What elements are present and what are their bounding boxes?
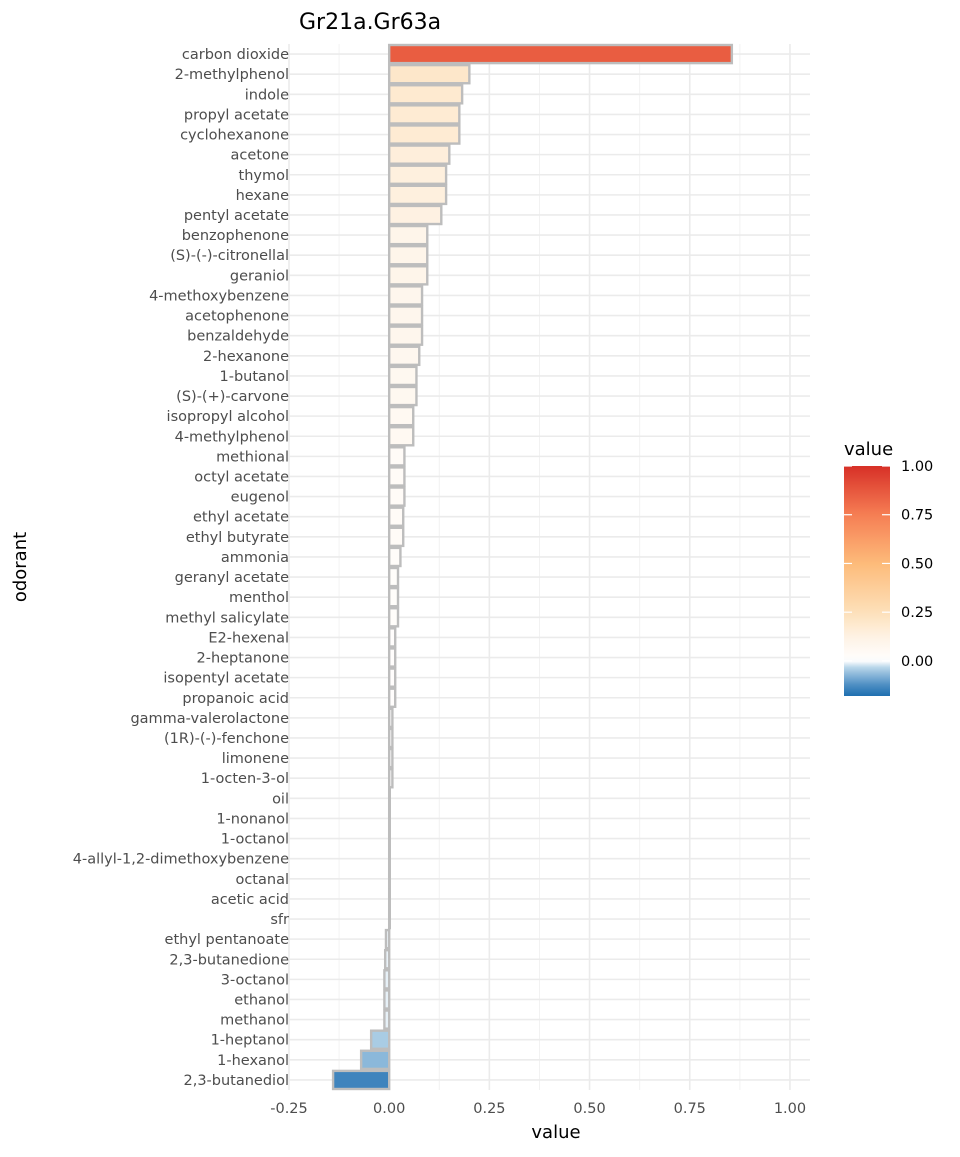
bar-11 — [389, 266, 427, 284]
legend-label: 0.75 — [901, 507, 934, 524]
bar-25 — [389, 548, 400, 566]
legend-label: 0.25 — [901, 605, 934, 622]
category-label: octyl acetate — [194, 469, 289, 486]
category-label: (1R)-(-)-fenchone — [164, 730, 289, 747]
category-label: octanal — [235, 871, 289, 888]
category-label: 4-methoxybenzene — [149, 288, 289, 305]
category-label: eugenol — [230, 489, 289, 506]
category-label: indole — [244, 87, 289, 104]
category-label: gamma-valerolactone — [130, 710, 289, 727]
category-label: acetophenone — [185, 308, 289, 325]
bar-34 — [389, 729, 392, 747]
category-label: thymol — [238, 167, 289, 184]
bar-38 — [389, 809, 390, 827]
bar-48 — [384, 1011, 389, 1029]
y-axis-title: odorant — [10, 531, 31, 603]
category-label: carbon dioxide — [181, 47, 289, 64]
bar-19 — [389, 427, 413, 445]
bar-18 — [389, 407, 413, 425]
category-label: 2,3-butanedione — [169, 952, 289, 969]
x-tick-label: 0.75 — [673, 1101, 706, 1117]
bar-24 — [389, 528, 403, 546]
x-axis-ticks — [270, 1101, 806, 1117]
category-label: propyl acetate — [183, 107, 289, 124]
category-label: geranyl acetate — [174, 570, 289, 587]
category-label: (S)-(+)-carvone — [176, 389, 289, 406]
bar-15 — [389, 347, 419, 365]
category-label: hexane — [235, 187, 289, 204]
bar-35 — [389, 749, 392, 767]
bar-33 — [389, 709, 392, 727]
category-label: 2,3-butanediol — [183, 1072, 289, 1089]
category-label: limonene — [221, 751, 289, 768]
x-tick-label: 0.25 — [473, 1101, 506, 1117]
bar-1 — [389, 65, 469, 83]
category-label: ethyl pentanoate — [164, 932, 289, 949]
category-label: ethyl acetate — [193, 509, 289, 526]
category-label: 4-allyl-1,2-dimethoxybenzene — [72, 851, 289, 868]
chart-title: Gr21a.Gr63a — [299, 10, 442, 35]
category-label: isopentyl acetate — [163, 670, 289, 687]
grid — [289, 44, 810, 1090]
bar-14 — [389, 327, 422, 345]
legend-label: 0.00 — [901, 653, 934, 670]
bar-41 — [389, 870, 390, 888]
bar-42 — [389, 890, 390, 908]
bar-30 — [389, 648, 395, 666]
bar-43 — [389, 910, 390, 928]
bar-40 — [389, 850, 390, 868]
x-tick-label: 0.50 — [573, 1101, 606, 1117]
category-label: 2-heptanone — [196, 650, 289, 667]
category-label: oil — [272, 791, 289, 808]
bar-31 — [389, 669, 395, 687]
category-label: 1-heptanol — [210, 1032, 289, 1049]
category-label: menthol — [228, 590, 289, 607]
bar-10 — [389, 246, 427, 264]
bar-23 — [389, 508, 403, 526]
category-label: 1-octanol — [220, 831, 289, 848]
bar-29 — [389, 628, 395, 646]
category-label: benzophenone — [181, 228, 289, 245]
bar-32 — [389, 689, 395, 707]
bar-26 — [389, 568, 398, 586]
bar-50 — [361, 1051, 389, 1069]
bar-13 — [389, 307, 422, 325]
bar-17 — [389, 387, 416, 405]
bar-9 — [389, 226, 427, 244]
category-label: ammonia — [220, 549, 289, 566]
bar-12 — [389, 286, 422, 304]
bar-45 — [385, 950, 389, 968]
category-label: E2-hexenal — [208, 630, 289, 647]
bar-0 — [389, 45, 732, 63]
bar-6 — [389, 166, 446, 184]
category-label: cyclohexanone — [180, 127, 289, 144]
bar-7 — [389, 186, 446, 204]
category-label: 2-hexanone — [203, 348, 289, 365]
legend-label: 0.50 — [901, 556, 934, 573]
category-label: methional — [216, 449, 289, 466]
category-label: 4-methylphenol — [174, 429, 289, 446]
bar-5 — [389, 146, 449, 164]
bar-37 — [389, 789, 390, 807]
bar-51 — [333, 1071, 389, 1089]
category-label: methyl salicylate — [165, 610, 289, 627]
bar-20 — [389, 447, 404, 465]
category-label: pentyl acetate — [183, 207, 289, 224]
bar-36 — [389, 769, 392, 787]
category-label: ethyl butyrate — [185, 529, 289, 546]
bar-2 — [389, 85, 462, 103]
bar-49 — [371, 1031, 389, 1049]
bar-22 — [389, 488, 404, 506]
bar-44 — [386, 930, 389, 948]
bar-47 — [384, 990, 389, 1008]
bar-16 — [389, 367, 416, 385]
category-label: acetone — [230, 147, 289, 164]
category-label: 1-butanol — [219, 368, 289, 385]
category-label: ethanol — [234, 992, 289, 1009]
bar-4 — [389, 125, 459, 143]
category-label: isopropyl alcohol — [166, 409, 289, 426]
category-label: (S)-(-)-citronellal — [170, 248, 289, 265]
category-label: 1-nonanol — [216, 811, 289, 828]
bar-39 — [389, 830, 390, 848]
bar-27 — [389, 588, 398, 606]
bar-8 — [389, 206, 441, 224]
bar-3 — [389, 105, 459, 123]
x-axis-title: value — [531, 1122, 581, 1143]
category-label: 3-octanol — [220, 972, 289, 989]
category-label: methanol — [220, 1012, 289, 1029]
bar-21 — [389, 467, 404, 485]
bar-46 — [384, 970, 389, 988]
category-label: sfr — [270, 912, 289, 929]
category-label: benzaldehyde — [187, 328, 289, 345]
legend-title: value — [844, 439, 894, 460]
legend — [844, 439, 933, 696]
category-label: geraniol — [229, 268, 289, 285]
category-label: acetic acid — [210, 891, 289, 908]
category-label: propanoic acid — [182, 690, 289, 707]
x-tick-label: 0.00 — [373, 1101, 406, 1117]
category-label: 1-octen-3-ol — [200, 771, 289, 788]
x-tick-label: 1.00 — [773, 1101, 807, 1117]
legend-label: 1.00 — [901, 459, 934, 475]
bars — [333, 45, 732, 1089]
bar-28 — [389, 608, 398, 626]
y-axis-labels — [73, 47, 289, 1089]
x-tick-label: -0.25 — [270, 1101, 308, 1117]
category-label: 1-hexanol — [217, 1052, 289, 1069]
category-label: 2-methylphenol — [174, 67, 289, 84]
